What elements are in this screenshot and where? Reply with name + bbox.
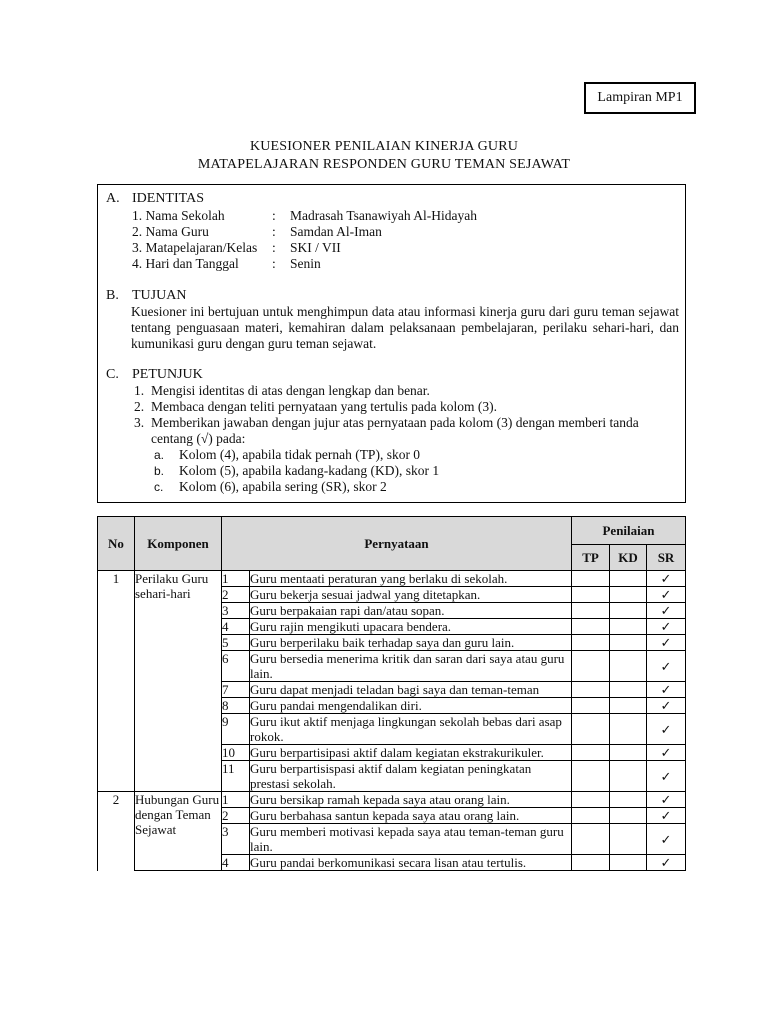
check-icon: ✓ bbox=[660, 635, 672, 650]
rating-cell-tp[interactable] bbox=[572, 698, 610, 714]
group-komponen: Hubungan Guru dengan Teman Sejawat bbox=[135, 792, 222, 871]
check-icon: ✓ bbox=[660, 745, 672, 760]
rating-cell-kd[interactable] bbox=[610, 603, 647, 619]
statement-number: 4 bbox=[222, 619, 250, 635]
check-icon: ✓ bbox=[660, 808, 672, 823]
rating-cell-sr[interactable] bbox=[647, 571, 686, 587]
statement-number: 6 bbox=[222, 651, 250, 682]
rating-cell-kd[interactable] bbox=[610, 619, 647, 635]
check-icon: ✓ bbox=[660, 603, 672, 618]
statement-number: 3 bbox=[222, 824, 250, 855]
statement-text: Guru memberi motivasi kepada saya atau teman-teman guru lain. bbox=[250, 824, 572, 855]
rating-cell-kd[interactable] bbox=[610, 824, 647, 855]
statement-text: Guru pandai mengendalikan diri. bbox=[250, 698, 572, 714]
table-row bbox=[98, 571, 686, 587]
rating-cell-tp[interactable] bbox=[572, 714, 610, 745]
rating-cell-sr[interactable] bbox=[647, 792, 686, 808]
identitas-row: 2. Nama Guru : Samdan Al-Iman bbox=[132, 224, 382, 239]
identitas-row: 3. Matapelajaran/Kelas : SKI / VII bbox=[132, 240, 341, 255]
check-icon: ✓ bbox=[660, 792, 672, 807]
statement-text: Guru ikut aktif menjaga lingkungan sekolah bebas dari asap rokok. bbox=[250, 714, 572, 745]
check-icon: ✓ bbox=[660, 682, 672, 697]
table-row bbox=[98, 792, 686, 808]
statement-text: Guru rajin mengikuti upacara bendera. bbox=[250, 619, 572, 635]
header-pernyataan: Pernyataan bbox=[222, 517, 572, 571]
petunjuk-subitem: b. Kolom (5), apabila kadang-kadang (KD), skor 1 bbox=[154, 463, 440, 478]
rating-cell-kd[interactable] bbox=[610, 651, 647, 682]
header-no: No bbox=[98, 517, 135, 571]
check-icon: ✓ bbox=[660, 831, 672, 847]
header-penilaian: Penilaian bbox=[572, 517, 686, 545]
statement-number: 1 bbox=[222, 792, 250, 808]
statement-text: Guru berpartisispasi aktif dalam kegiatan peningkatan prestasi sekolah. bbox=[250, 761, 572, 792]
rating-cell-tp[interactable] bbox=[572, 587, 610, 603]
rating-cell-sr[interactable] bbox=[647, 635, 686, 651]
statement-number: 3 bbox=[222, 603, 250, 619]
rating-cell-sr[interactable] bbox=[647, 761, 686, 792]
statement-text: Guru bersikap ramah kepada saya atau orang lain. bbox=[250, 792, 572, 808]
petunjuk-subitem: c. Kolom (6), apabila sering (SR), skor 2 bbox=[154, 479, 387, 494]
statement-text: Guru mentaati peraturan yang berlaku di sekolah. bbox=[250, 571, 572, 587]
group-komponen: Perilaku Guru sehari-hari bbox=[135, 571, 222, 792]
rating-cell-tp[interactable] bbox=[572, 761, 610, 792]
rating-cell-kd[interactable] bbox=[610, 745, 647, 761]
statement-number: 11 bbox=[222, 761, 250, 792]
statement-number: 5 bbox=[222, 635, 250, 651]
check-icon: ✓ bbox=[660, 698, 672, 713]
statement-text: Guru dapat menjadi teladan bagi saya dan teman-teman bbox=[250, 682, 572, 698]
tujuan-text: Kuesioner ini bertujuan untuk menghimpun data atau informasi kinerja guru dari guru teman sejawat tentang penguasaan materi, kemahiran dalam pelaksanaan pembelajaran, perilaku sehari-hari, dan kumunikasi guru dengan guru teman sejawat. bbox=[131, 304, 679, 351]
rating-cell-sr[interactable] bbox=[647, 855, 686, 871]
identitas-row: 1. Nama Sekolah : Madrasah Tsanawiyah Al-Hidayah bbox=[132, 208, 478, 223]
check-icon: ✓ bbox=[660, 658, 672, 674]
tujuan-heading: B. TUJUAN bbox=[106, 288, 187, 303]
statement-number: 8 bbox=[222, 698, 250, 714]
statement-text: Guru berpartisipasi aktif dalam kegiatan ekstrakurikuler. bbox=[250, 745, 572, 761]
rating-cell-kd[interactable] bbox=[610, 792, 647, 808]
rating-cell-sr[interactable] bbox=[647, 603, 686, 619]
rating-cell-tp[interactable] bbox=[572, 571, 610, 587]
document-title-line1: KUESIONER PENILAIAN KINERJA GURU bbox=[249, 139, 519, 154]
header-sr: SR bbox=[647, 545, 686, 571]
petunjuk-item: 3. Memberikan jawaban dengan jujur atas pernyataan pada kolom (3) dengan memberi tanda bbox=[134, 415, 639, 430]
statement-text: Guru pandai berkomunikasi secara lisan atau tertulis. bbox=[250, 855, 572, 871]
assessment-table bbox=[97, 516, 686, 871]
rating-cell-kd[interactable] bbox=[610, 714, 647, 745]
identitas-heading: A. IDENTITAS bbox=[106, 191, 204, 206]
rating-cell-kd[interactable] bbox=[610, 587, 647, 603]
rating-cell-sr[interactable] bbox=[647, 808, 686, 824]
check-icon: ✓ bbox=[660, 721, 672, 737]
group-number: 2 bbox=[98, 792, 135, 871]
rating-cell-kd[interactable] bbox=[610, 855, 647, 871]
table-body bbox=[98, 571, 686, 871]
rating-cell-kd[interactable] bbox=[610, 698, 647, 714]
petunjuk-subitem: a. Kolom (4), apabila tidak pernah (TP), skor 0 bbox=[154, 447, 421, 462]
rating-cell-sr[interactable] bbox=[647, 824, 686, 855]
lampiran-label: Lampiran MP1 bbox=[584, 82, 696, 114]
statement-text: Guru berpakaian rapi dan/atau sopan. bbox=[250, 603, 572, 619]
rating-cell-tp[interactable] bbox=[572, 651, 610, 682]
rating-cell-sr[interactable] bbox=[647, 619, 686, 635]
rating-cell-sr[interactable] bbox=[647, 745, 686, 761]
petunjuk-heading: C. PETUNJUK bbox=[106, 367, 203, 382]
group-number: 1 bbox=[98, 571, 135, 792]
document-title-line2: MATAPELAJARAN RESPONDEN GURU TEMAN SEJAWAT bbox=[197, 157, 571, 172]
rating-cell-kd[interactable] bbox=[610, 635, 647, 651]
rating-cell-kd[interactable] bbox=[610, 571, 647, 587]
rating-cell-tp[interactable] bbox=[572, 619, 610, 635]
rating-cell-kd[interactable] bbox=[610, 682, 647, 698]
statement-text: Guru bersedia menerima kritik dan saran dari saya atau guru lain. bbox=[250, 651, 572, 682]
header-kd: KD bbox=[610, 545, 647, 571]
rating-cell-tp[interactable] bbox=[572, 808, 610, 824]
rating-cell-tp[interactable] bbox=[572, 855, 610, 871]
rating-cell-tp[interactable] bbox=[572, 682, 610, 698]
rating-cell-sr[interactable] bbox=[647, 682, 686, 698]
rating-cell-tp[interactable] bbox=[572, 745, 610, 761]
statement-text: Guru berbahasa santun kepada saya atau orang lain. bbox=[250, 808, 572, 824]
rating-cell-kd[interactable] bbox=[610, 761, 647, 792]
check-icon: ✓ bbox=[660, 587, 672, 602]
statement-number: 1 bbox=[222, 571, 250, 587]
info-box bbox=[97, 184, 686, 503]
statement-number: 9 bbox=[222, 714, 250, 745]
statement-number: 2 bbox=[222, 808, 250, 824]
rating-cell-tp[interactable] bbox=[572, 824, 610, 855]
statement-text: Guru berperilaku baik terhadap saya dan guru lain. bbox=[250, 635, 572, 651]
rating-cell-sr[interactable] bbox=[647, 714, 686, 745]
petunjuk-item-continuation: centang (√) pada: bbox=[151, 431, 246, 446]
statement-number: 10 bbox=[222, 745, 250, 761]
header-tp: TP bbox=[572, 545, 610, 571]
check-icon: ✓ bbox=[660, 571, 672, 586]
rating-cell-kd[interactable] bbox=[610, 808, 647, 824]
statement-text: Guru bekerja sesuai jadwal yang ditetapkan. bbox=[250, 587, 572, 603]
check-icon: ✓ bbox=[660, 768, 672, 784]
identitas-row: 4. Hari dan Tanggal : Senin bbox=[132, 256, 321, 271]
statement-number: 2 bbox=[222, 587, 250, 603]
statement-number: 4 bbox=[222, 855, 250, 871]
check-icon: ✓ bbox=[660, 619, 672, 634]
petunjuk-item: 2. Membaca dengan teliti pernyataan yang tertulis pada kolom (3). bbox=[134, 399, 498, 414]
header-komponen: Komponen bbox=[135, 517, 222, 571]
check-icon: ✓ bbox=[660, 855, 672, 870]
rating-cell-tp[interactable] bbox=[572, 792, 610, 808]
petunjuk-item: 1. Mengisi identitas di atas dengan lengkap dan benar. bbox=[134, 383, 430, 398]
rating-cell-sr[interactable] bbox=[647, 651, 686, 682]
rating-cell-sr[interactable] bbox=[647, 587, 686, 603]
rating-cell-tp[interactable] bbox=[572, 603, 610, 619]
statement-number: 7 bbox=[222, 682, 250, 698]
rating-cell-sr[interactable] bbox=[647, 698, 686, 714]
rating-cell-tp[interactable] bbox=[572, 635, 610, 651]
